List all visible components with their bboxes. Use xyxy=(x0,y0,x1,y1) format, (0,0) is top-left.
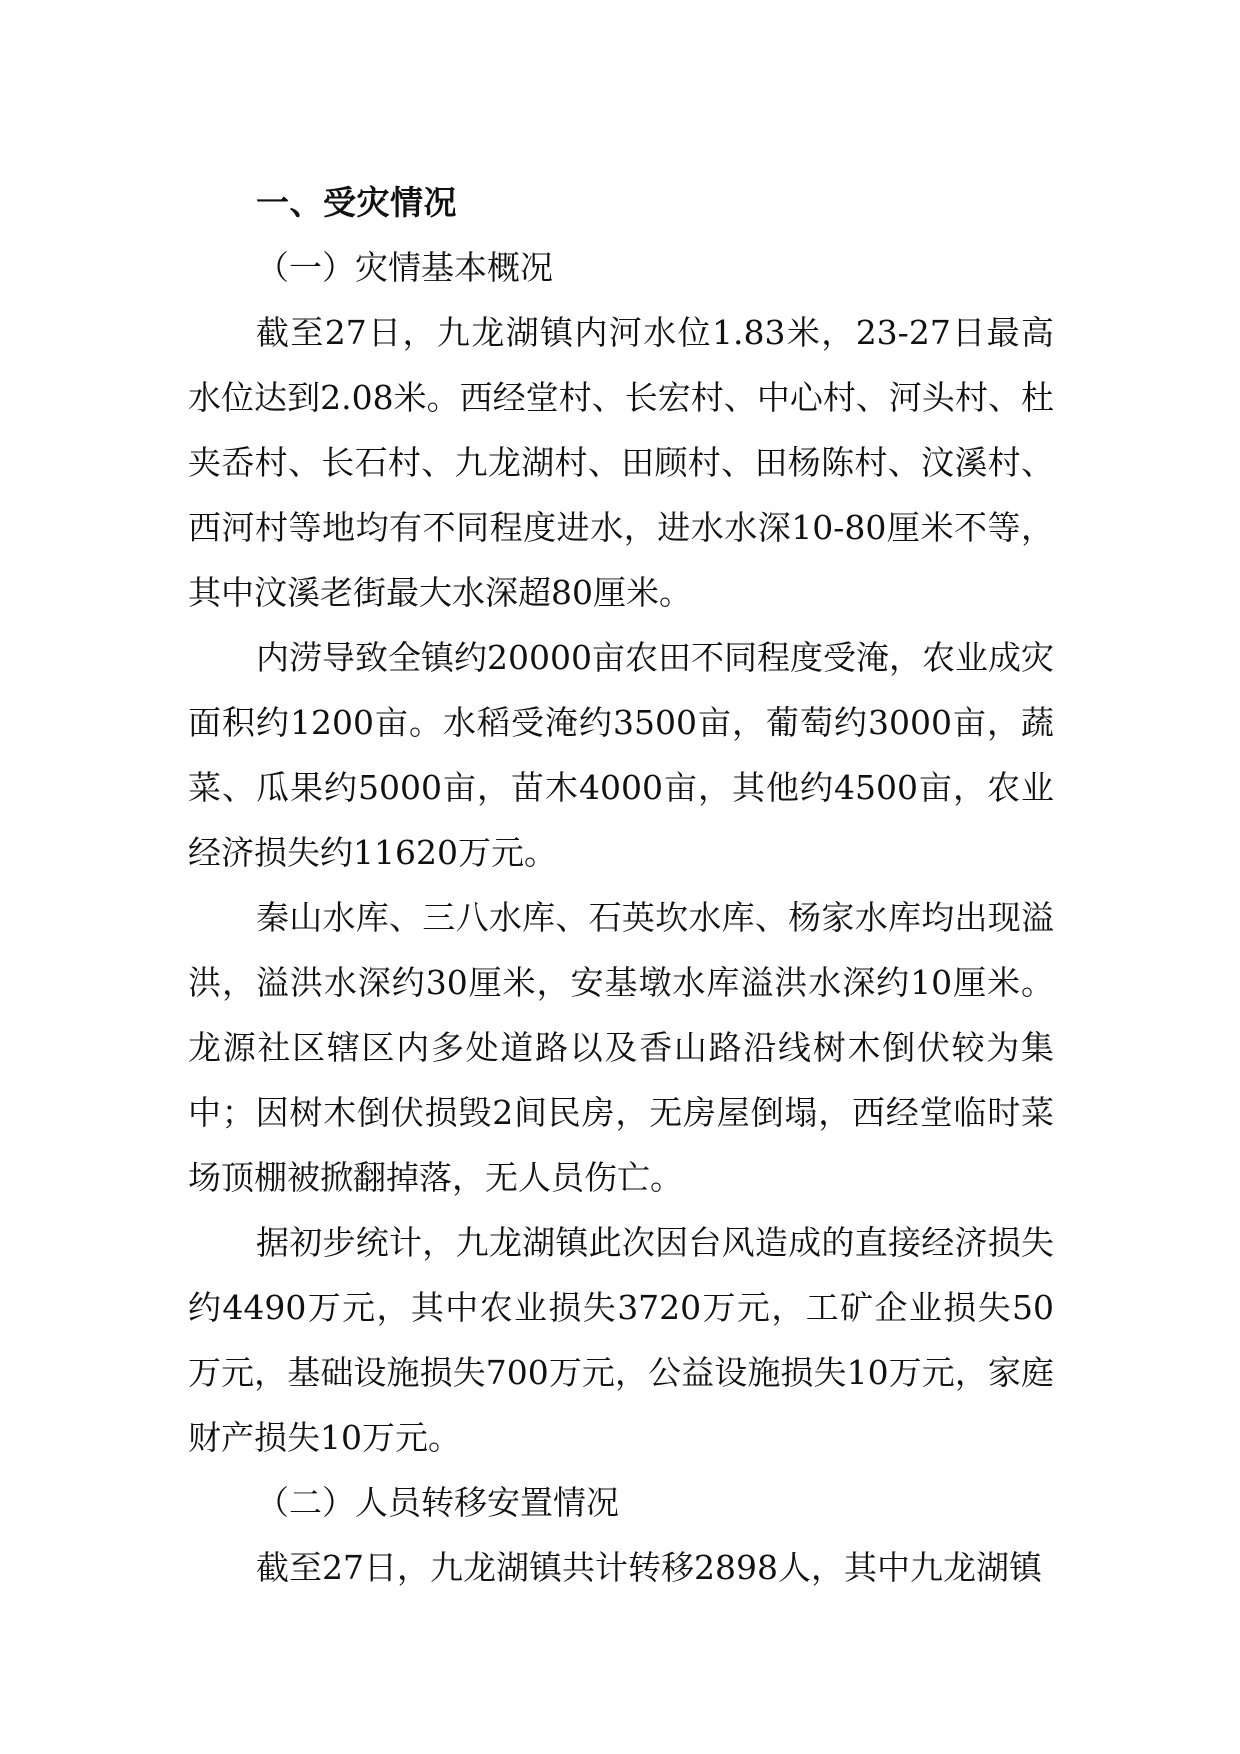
paragraph-water-levels: 截至27日，九龙湖镇内河水位1.83米，23-27日最高水位达到2.08米。西经堂村、长宏村、中心村、河头村、杜夹岙村、长石村、九龙湖村、田顾村、田杨陈村、汶溪村、西河村等地均有不同程度进水，进水水深10-80厘米不等，其中汶溪老街最大水深超80厘米。 xyxy=(188,313,1054,612)
subsection-title-overview: （一）灾情基本概况 xyxy=(256,248,553,287)
paragraph-relocation: 截至27日，九龙湖镇共计转移2898人，其中九龙湖镇 xyxy=(256,1548,1042,1587)
paragraph-reservoir-overflow: 秦山水库、三八水库、石英坎水库、杨家水库均出现溢洪，溢洪水深约30厘米，安基墩水库溢洪水深约10厘米。龙源社区辖区内多处道路以及香山路沿线树木倒伏较为集中；因树木倒伏损毁2间民房，无房屋倒塌，西经堂临时菜场顶棚被掀翻掉落，无人员伤亡。 xyxy=(188,898,1054,1197)
paragraph-economic-loss: 据初步统计，九龙湖镇此次因台风造成的直接经济损失约4490万元，其中农业损失3720万元，工矿企业损失50万元，基础设施损失700万元，公益设施损失10万元，家庭财产损失10万元。 xyxy=(188,1223,1054,1457)
paragraph-farmland-flooding: 内涝导致全镇约20000亩农田不同程度受淹，农业成灾面积约1200亩。水稻受淹约3500亩，葡萄约3000亩，蔬菜、瓜果约5000亩，苗木4000亩，其他约4500亩，农业经济损失约11620万元。 xyxy=(188,638,1054,872)
document-body xyxy=(188,170,1054,1600)
subsection-title-relocation: （二）人员转移安置情况 xyxy=(256,1483,619,1522)
section-heading-disaster-situation: 一、受灾情况 xyxy=(256,183,457,222)
